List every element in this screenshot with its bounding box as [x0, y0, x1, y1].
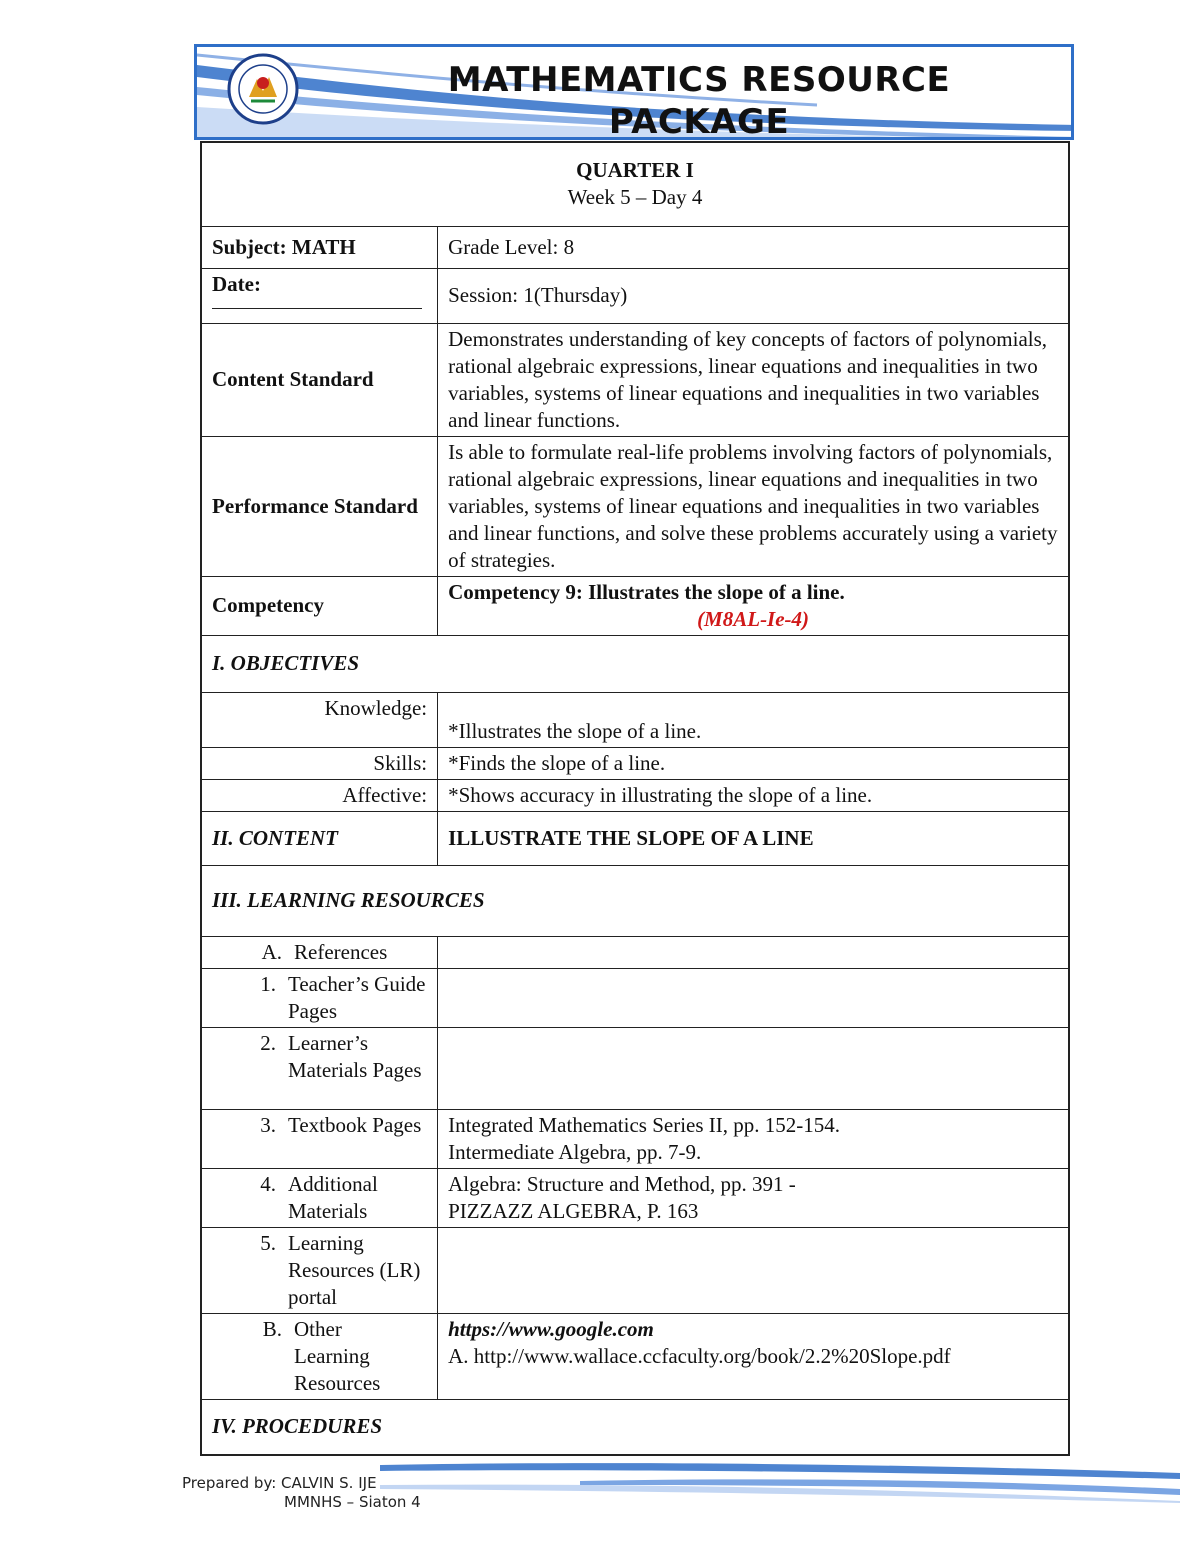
date-blank-line [212, 308, 422, 309]
subject-cell: Subject: MATH [201, 226, 438, 268]
ref-item-number: 3. [260, 1112, 276, 1137]
references-label: References [294, 939, 388, 964]
teachers-guide-value [438, 968, 1069, 1027]
skills-label: Skills: [201, 747, 438, 779]
performance-standard-label: Performance Standard [201, 436, 438, 576]
competency-cell [438, 576, 1069, 635]
other-resources-label: Other Learning Resources [294, 1316, 381, 1395]
references-label-cell [201, 936, 438, 968]
ref-item-label: Additional Materials [288, 1171, 378, 1223]
quarter-title: QUARTER I [576, 158, 694, 183]
prepared-by: Prepared by: CALVIN S. IJE [182, 1474, 377, 1492]
wallace-link[interactable]: A. http://www.wallace.ccfaculty.org/book/2.2%20Slope.pdf [448, 1343, 951, 1368]
affective-text: *Shows accuracy in illustrating the slope of a line. [438, 779, 1069, 811]
school-name: MMNHS – Siaton 4 [284, 1493, 421, 1511]
competency-text: Competency 9: Illustrates the slope of a line. [448, 579, 845, 604]
content-value: ILLUSTRATE THE SLOPE OF A LINE [438, 811, 1069, 865]
session-cell: Session: 1(Thursday) [438, 268, 1069, 323]
other-resources-letter: B. [262, 1316, 282, 1341]
teachers-guide-label-cell [201, 968, 438, 1027]
ref-item-label: Learner’s Materials Pages [288, 1030, 422, 1082]
quarter-subtitle: Week 5 – Day 4 [567, 185, 703, 210]
knowledge-text: *Illustrates the slope of a line. [438, 692, 1069, 747]
document-title-line1: MATHEMATICS RESOURCE [447, 60, 951, 100]
lr-portal-label-cell [201, 1227, 438, 1313]
content-standard-text: Demonstrates understanding of key concepts of factors of polynomials, rational algebraic expressions, linear equations and inequalities in two variables, systems of linear equations and inequalities in two variables and linear functions. [438, 323, 1069, 436]
footer-swoosh-decoration [380, 1455, 1180, 1505]
learning-resources-heading: III. LEARNING RESOURCES [201, 865, 1069, 936]
ref-item-number: 5. [260, 1230, 276, 1255]
performance-standard-text: Is able to formulate real-life problems involving factors of polynomials, rational algebraic expressions, linear equations and inequalities in two variables, systems of linear equations and inequalities in two variables and linear functions, and solve these problems accurately using a variety of strategies. [438, 436, 1069, 576]
ref-item-label: Textbook Pages [288, 1112, 422, 1137]
other-resources-label-cell [201, 1313, 438, 1399]
content-standard-label: Content Standard [201, 323, 438, 436]
footer [182, 1474, 421, 1512]
ref-item-label: Learning Resources (LR) portal [288, 1230, 421, 1309]
textbook-ref-2: Intermediate Algebra, pp. 7-9. [448, 1139, 702, 1164]
ref-item-number: 1. [260, 971, 276, 996]
learners-materials-label-cell [201, 1027, 438, 1109]
other-resources-value-cell [438, 1313, 1069, 1399]
competency-label: Competency [201, 576, 438, 635]
references-value-cell [438, 936, 1069, 968]
objectives-heading: I. OBJECTIVES [201, 635, 1069, 692]
competency-code: (M8AL-Ie-4) [697, 606, 810, 631]
knowledge-label: Knowledge: [201, 692, 438, 747]
document-title-line2: PACKAGE [608, 102, 790, 140]
references-letter: A. [261, 939, 282, 964]
skills-text: *Finds the slope of a line. [438, 747, 1069, 779]
lr-portal-value [438, 1227, 1069, 1313]
date-cell [201, 268, 438, 323]
additional-ref-1: Algebra: Structure and Method, pp. 391 - [448, 1171, 796, 1196]
procedures-heading: IV. PROCEDURES [201, 1399, 1069, 1455]
textbook-pages-label-cell [201, 1109, 438, 1168]
ref-item-label: Teacher’s Guide Pages [288, 971, 426, 1023]
learners-materials-value [438, 1027, 1069, 1109]
department-of-education-seal-icon [227, 53, 299, 125]
grade-level-cell: Grade Level: 8 [438, 226, 1069, 268]
additional-ref-2: PIZZAZZ ALGEBRA, P. 163 [448, 1198, 699, 1223]
affective-label: Affective: [201, 779, 438, 811]
date-label: Date: [212, 271, 261, 296]
additional-materials-value-cell [438, 1168, 1069, 1227]
quarter-cell [201, 142, 1069, 226]
textbook-ref-1: Integrated Mathematics Series II, pp. 152-154. [448, 1112, 841, 1137]
google-link[interactable]: https://www.google.com [448, 1316, 654, 1341]
ref-item-number: 2. [260, 1030, 276, 1055]
content-heading: II. CONTENT [201, 811, 438, 865]
header-banner [194, 44, 1074, 140]
additional-materials-label-cell [201, 1168, 438, 1227]
textbook-pages-value-cell [438, 1109, 1069, 1168]
ref-item-number: 4. [260, 1171, 276, 1196]
lesson-plan-table [200, 141, 1070, 1456]
